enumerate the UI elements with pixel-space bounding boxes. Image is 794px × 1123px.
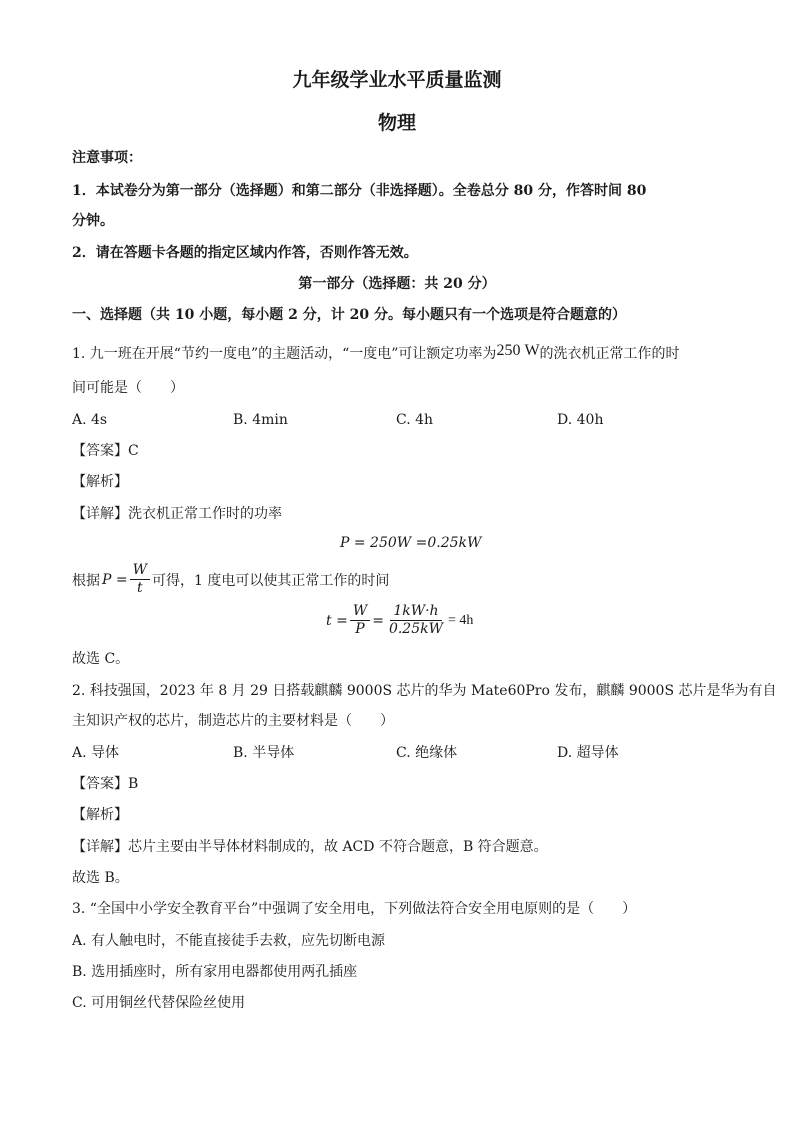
q2-analysis-tag: 【解析】 (72, 807, 128, 823)
q1-option-c: C. 4h (396, 412, 434, 428)
q1-basis-a: 根据 (72, 572, 100, 589)
q2-answer-tag: 【答案】 (72, 776, 128, 792)
q1-eq2-fraction-1 (350, 603, 370, 638)
q2-stem-line2: 主知识产权的芯片，制造芯片的主要材料是（ ） (72, 713, 394, 729)
q1-basis-denominator: t (136, 580, 143, 596)
q2-option-b: B. 半导体 (233, 745, 295, 761)
q1-stem-a: 1. 九一班在开展“节约一度电”的主题活动，“一度电”可让额定功率为 (72, 346, 497, 362)
q1-equation-power: P = 250W =0.25kW (340, 535, 482, 551)
q1-eq2-fraction-2 (386, 603, 446, 638)
q1-eq2-equals: = (372, 612, 384, 629)
q1-eq2-t: t = (326, 612, 348, 629)
q1-option-d: D. 40h (557, 412, 604, 428)
q1-basis-b: 可得，1 度电可以使其正常工作的时间 (152, 572, 390, 589)
q1-eq2-result: = 4h (447, 612, 474, 628)
q1-eq2-den2: 0.25kW (388, 621, 443, 637)
q1-detail-tag: 【详解】 (72, 506, 128, 522)
q2-option-c: C. 绝缘体 (396, 745, 458, 761)
exam-subject: 物理 (377, 112, 416, 134)
part1-heading: 第一部分（选择题：共 20 分） (298, 276, 496, 292)
q1-option-b: B. 4min (233, 412, 288, 428)
q2-answer-value: B (128, 776, 139, 792)
q1-answer (72, 441, 139, 461)
q3-option-c: C. 可用铜丝代替保险丝使用 (72, 995, 246, 1011)
notes-item-1-cont: 分钟。 (72, 213, 114, 229)
q2-conclusion: 故选 B。 (72, 870, 129, 886)
q1-answer-value: C (128, 443, 139, 459)
q1-detail (72, 504, 282, 524)
q1-detail-text: 洗衣机正常工作时的功率 (128, 506, 282, 522)
q3-option-b: B. 选用插座时，所有家用电器都使用两孔插座 (72, 964, 358, 980)
q1-basis-p: P = (102, 571, 128, 588)
q1-stem-b: 的洗衣机正常工作的时 (539, 346, 680, 362)
q1-basis-numerator: W (130, 562, 150, 580)
q1-option-a: A. 4s (72, 412, 108, 428)
q1-basis-line (72, 562, 389, 597)
q2-detail-text: 芯片主要由半导体材料制成的，故 ACD 不符合题意，B 符合题意。 (128, 839, 548, 855)
q1-eq2-den1: P (355, 621, 365, 637)
notes-heading: 注意事项： (72, 150, 142, 166)
q1-analysis-tag: 【解析】 (72, 474, 128, 490)
notes-item-1: 1．本试卷分为第一部分（选择题）和第二部分（非选择题）。全卷总分 80 分，作答时间 80 (72, 183, 647, 199)
exam-title: 九年级学业水平质量监测 (292, 69, 502, 91)
section-heading: 一、选择题（共 10 小题，每小题 2 分，计 20 分。每小题只有一个选项是符合题意的） (72, 307, 626, 323)
q1-stem-line2: 间可能是（ ） (72, 380, 184, 396)
q2-option-d: D. 超导体 (557, 745, 619, 761)
q2-detail-tag: 【详解】 (72, 839, 128, 855)
q2-detail (72, 837, 548, 857)
q1-basis-fraction (130, 562, 150, 597)
q1-equation-time (326, 603, 473, 638)
q2-answer (72, 774, 138, 794)
notes-item-2: 2．请在答题卡各题的指定区域内作答，否则作答无效。 (72, 245, 418, 261)
q2-option-a: A. 导体 (72, 745, 120, 761)
q1-conclusion: 故选 C。 (72, 651, 130, 667)
q1-eq2-num1: W (350, 603, 370, 621)
q1-eq2-num2: 1kW·h (390, 603, 441, 621)
q3-option-a: A. 有人触电时，不能直接徒手去救，应先切断电源 (72, 933, 386, 949)
q2-stem-line1: 2. 科技强国，2023 年 8 月 29 日搭载麒麟 9000S 芯片的华为 Mate60Pro 发布，麒麟 9000S 芯片是华为有自 (72, 683, 777, 699)
q3-stem: 3. “全国中小学安全教育平台”中强调了安全用电，下列做法符合安全用电原则的是（ ） (72, 901, 637, 917)
q1-stem-line1 (72, 344, 680, 364)
q1-answer-tag: 【答案】 (72, 443, 128, 459)
q1-power: 250 W (496, 342, 540, 359)
